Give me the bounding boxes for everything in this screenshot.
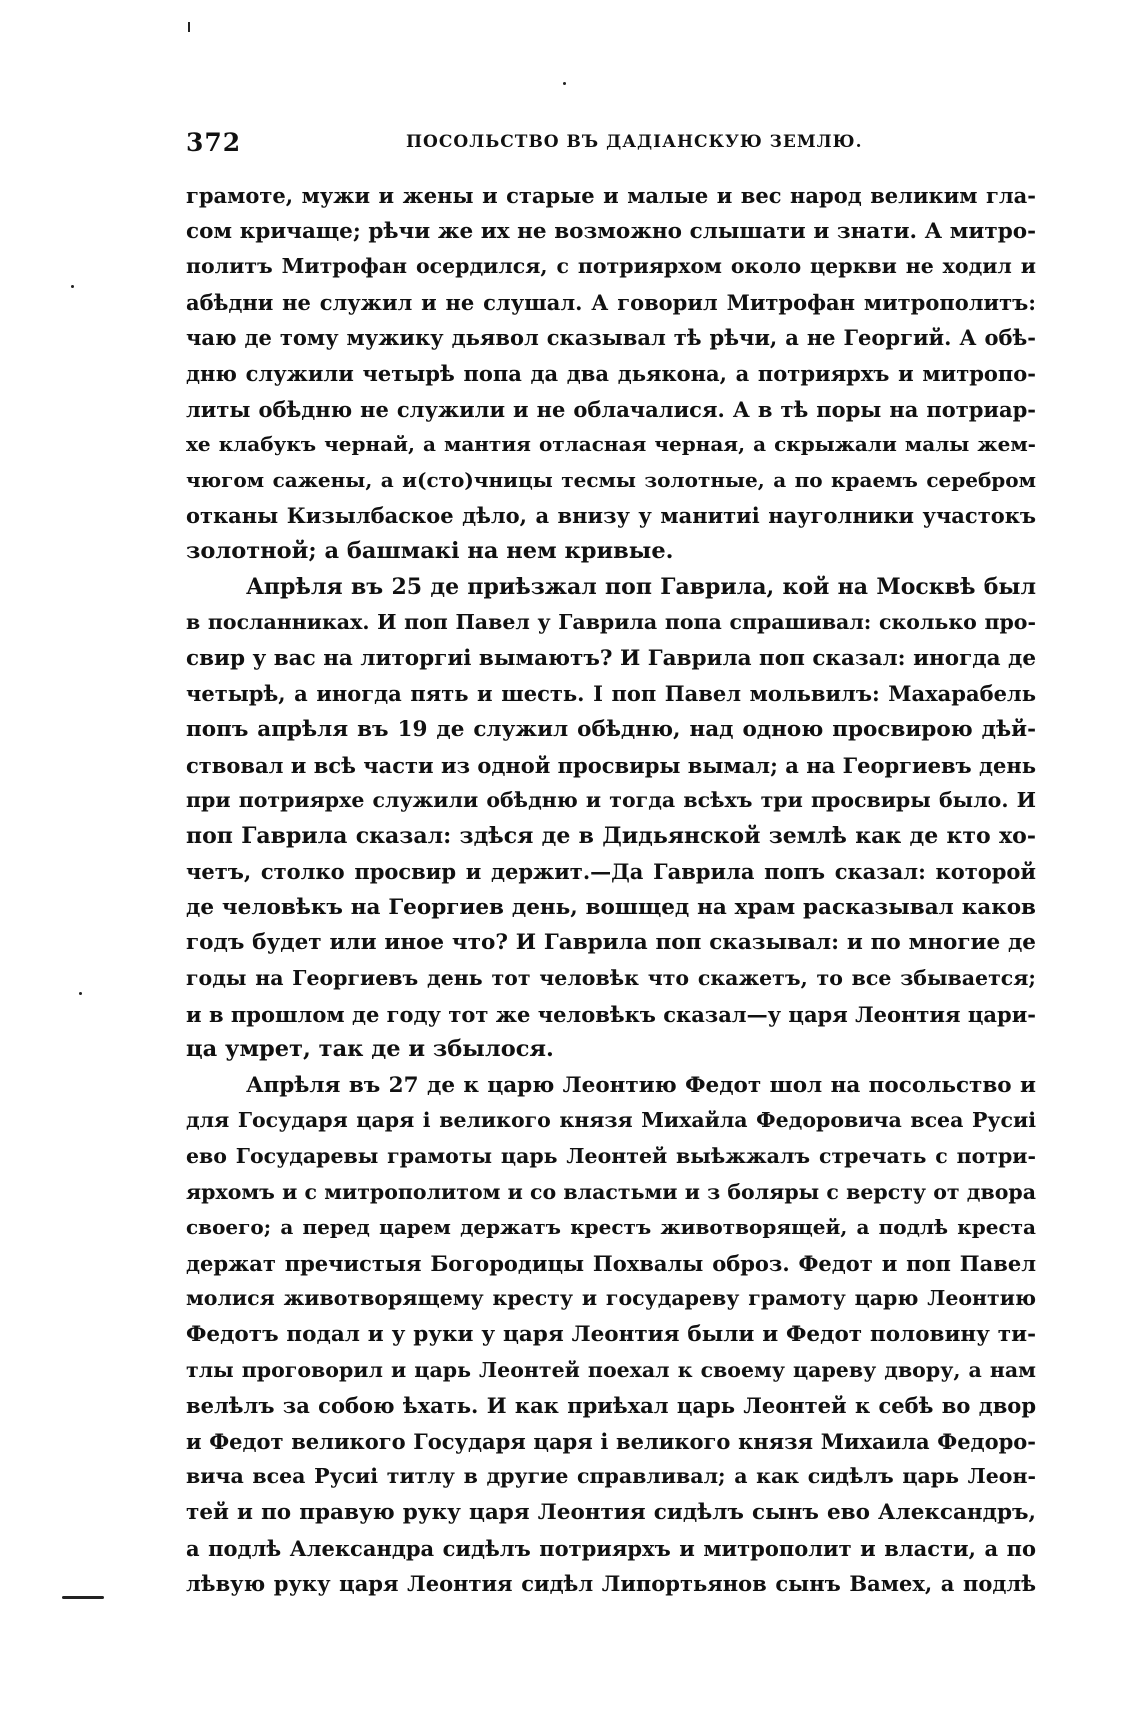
- text-line: золотной; а башмакі на нем кривые.: [186, 537, 674, 564]
- text-line: Апрѣля въ 27 де к царю Леонтию Федот шол на посольство и: [246, 1072, 1036, 1098]
- body-text: [186, 178, 1036, 1602]
- text-line: ца умрет, так де и збылося.: [186, 1036, 554, 1063]
- text-line: Апрѣля въ 25 де приѣзжал поп Гаврила, кой на Москвѣ был: [246, 573, 1036, 600]
- text-line: грамоте, мужи и жены и старые и малые и вес народ великим гла-: [186, 183, 1036, 208]
- text-line: сом кричаще; рѣчи же их не возможно слышати и знати. А митро-: [186, 218, 1036, 244]
- text-line: отканы Кизылбаское дѣло, а внизу у манитиі науголники участокъ: [186, 503, 1036, 529]
- text-line: абѣдни не служил и не слушал. А говорил Митрофан митрополитъ:: [186, 289, 1036, 315]
- text-line: лѣвую руку царя Леонтия сидѣл Липортьянов сынъ Вамех, а подлѣ: [186, 1571, 1036, 1597]
- paragraph-1: [186, 178, 1036, 570]
- text-line: велѣлъ за собою ѣхать. И как приѣхал царь Леонтей к себѣ во двор: [186, 1393, 1036, 1419]
- text-line: четырѣ, а иногда пять и шесть. І поп Павел мольвилъ: Махарабель: [186, 681, 1036, 707]
- text-line: хе клабукъ чернай, а мантия отласная черная, а скрыжали малы жем-: [186, 432, 1036, 457]
- text-line: ствовал и всѣ части из одной просвиры вымал; а на Георгиевъ день: [186, 752, 1036, 778]
- text-line: тлы проговорил и царь Леонтей поехал к своему цареву двору, а нам: [186, 1357, 1036, 1382]
- stray-mark-top: [188, 22, 190, 32]
- text-line: свир у вас на литоргиі вымаютъ? И Гаврила поп сказал: иногда де: [186, 645, 1036, 671]
- text-line: политъ Митрофан осердился, с потриярхом около церкви не ходил и: [186, 254, 1036, 279]
- stray-dot-margin-left: [71, 285, 74, 288]
- text-line: в посланниках. И поп Павел у Гаврила попа спрашивал: сколько про-: [186, 610, 1036, 635]
- page-number: 372: [186, 128, 242, 157]
- text-line: вича всеа Русиі титлу в другие справливал; а как сидѣлъ царь Леон-: [186, 1464, 1036, 1489]
- text-line: попъ апрѣля въ 19 де служил обѣдню, над одною просвирою дѣй-: [186, 716, 1036, 742]
- paragraph-3: [186, 1068, 1036, 1602]
- text-line: годъ будет или иное что? И Гаврила поп сказывал: и по многие де: [186, 930, 1036, 956]
- text-line: литы обѣдню не служили и не облачалися. А в тѣ поры на потриар-: [186, 396, 1036, 422]
- stray-dot-margin-left-2: [79, 992, 82, 995]
- text-line: ярхомъ и с митрополитом и со властьми и з боляры с версту от двора: [186, 1179, 1036, 1204]
- text-line: чаю де тому мужику дьявол сказывал тѣ рѣчи, а не Георгий. А обѣ-: [186, 325, 1036, 351]
- text-line: Федотъ подал и у руки у царя Леонтия были и Федот половину ти-: [186, 1322, 1036, 1347]
- text-line: четъ, столко просвир и держит.—Да Гаврила попъ сказал: которой: [186, 859, 1036, 885]
- text-line: при потриярхе служили обѣдню и тогда всѣхъ три просвиры было. И: [186, 788, 1036, 813]
- text-line: де человѣкъ на Георгиев день, вошщед на храм расказывал каков: [186, 894, 1036, 920]
- text-line: своего; а перед царем держатъ крестъ животворящей, а подлѣ креста: [186, 1215, 1036, 1240]
- text-line: поп Гаврила сказал: здѣся де в Дидьянской землѣ как де кто хо-: [186, 822, 1036, 849]
- text-line: и Федот великого Государя царя і великого князя Михаила Федоро-: [186, 1428, 1036, 1454]
- text-line: и в прошлом де году тот же человѣкъ сказал—у царя Леонтия цари-: [186, 1001, 1036, 1027]
- text-line: держат пречистыя Богородицы Похвалы оброз. Федот и поп Павел: [186, 1250, 1036, 1276]
- text-line: годы на Георгиевъ день тот человѣк что скажетъ, то все збывается;: [186, 966, 1036, 991]
- running-title: ПОСОЛЬСТВО ВЪ ДАДІАНСКУЮ ЗЕМЛЮ.: [406, 132, 863, 152]
- paragraph-2: [186, 570, 1036, 1068]
- text-line: молися животворящему кресту и государеву грамоту царю Леонтию: [186, 1286, 1036, 1311]
- text-line: чюгом сажены, а и(сто)чницы тесмы золотные, а по краемъ серебром: [186, 467, 1036, 492]
- text-line: тей и по правую руку царя Леонтия сидѣлъ сынъ ево Александръ,: [186, 1499, 1036, 1525]
- text-line: дню служили четырѣ попа да два дьякона, а потриярхъ и митропо-: [186, 360, 1036, 386]
- stray-dash-bottom-left: [62, 1596, 104, 1599]
- stray-dot-top: [563, 82, 566, 85]
- text-line: для Государя царя і великого князя Михайла Федоровича всеа Русиі: [186, 1108, 1036, 1133]
- text-line: а подлѣ Александра сидѣлъ потриярхъ и митрополит и власти, а по: [186, 1535, 1036, 1561]
- running-head: [186, 128, 1036, 158]
- text-line: ево Государевы грамоты царь Леонтей выѣжжалъ стречать с потри-: [186, 1144, 1036, 1169]
